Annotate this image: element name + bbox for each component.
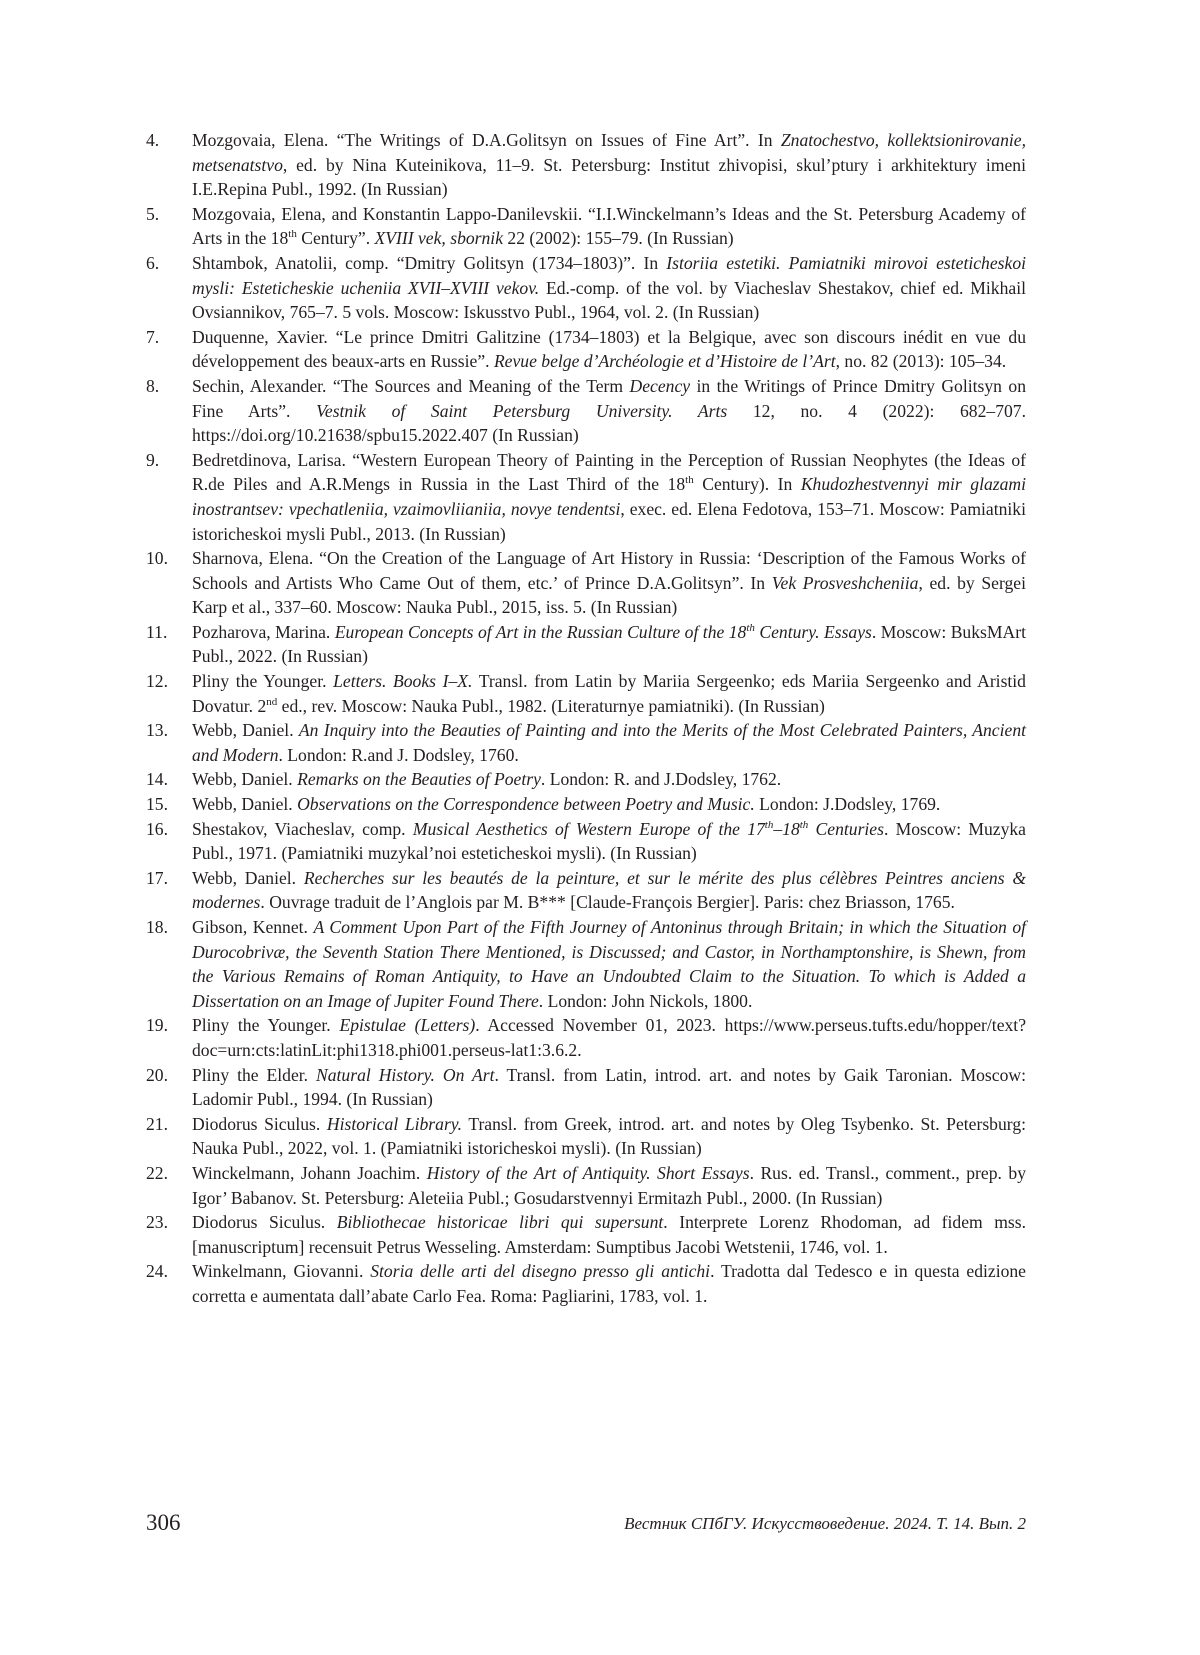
italic-title: Istoriia estetiki. Pamiatniki mirovoi esteticheskoi mysli: Esteticheskie ucheniia XVII–XVIII vekov. [192,252,1027,298]
reference-number: 7. [146,326,160,347]
reference-segment: , ed. by Nina Kuteinikova, 11–9. St. Petersburg: Institut zhivopisi, skul’ptury i arkhitektury imeni I.E.Repina Publ., 1992. (In Russian) [192,154,1026,200]
reference-number: 4. [146,130,160,150]
reference-segment: Bedretdinova, Larisa. “Western European Theory of Painting in the Perception of Russian Neophytes (the Ideas of R.de Piles and A.R.Mengs in Russia in the Last Third of the 18 [192,449,1026,495]
reference-segment: Mozgovaia, Elena, and Konstantin Lappo-Danilevskii. “I.I.Winckelmann’s Ideas and the St. Petersburg Academy of Arts in the 18 [192,203,1026,249]
italic-title: XVIII vek, sbornik [374,228,504,249]
reference-number: 20. [146,1064,168,1085]
reference-item [146,1161,1026,1210]
superscript: th [685,474,694,487]
reference-segment: . London: R.and J. Dodsley, 1760. [278,744,519,765]
reference-segment: Pliny the Elder. [192,1064,317,1085]
superscript: th [746,622,755,635]
reference-list [146,128,1026,1309]
reference-item [146,1063,1026,1112]
reference-number: 16. [146,818,168,839]
reference-segment: Century”. [296,228,375,249]
reference-text [192,546,1026,620]
italic-title: Historical Library. [326,1113,463,1134]
reference-segment: Gibson, Kennet. [192,917,314,937]
reference-item [146,792,1026,817]
reference-segment: Diodorus Siculus. [192,1113,327,1134]
italic-title: History of the Art of Antiquity. Short Essays [426,1162,750,1183]
italic-title: A Comment Upon Part of the Fifth Journey of Antoninus through Britain; in which the Situation of Durocobrivæ, the Seventh Station There Mentioned, is Discussed; and Castor, in Northamptonshire, is Shewn, from the Various Remains of Roman Antiquity, to Have an Undoubted Claim to the Situation. To which is Added a Dissertation on an Image of Jupiter Found There [192,917,1027,1011]
reference-segment: . Transl. from Latin, introd. art. and notes by Gaik Taronian. Moscow: Ladomir Publ., 1994. (In Russian) [192,1064,1026,1110]
reference-segment: Century). In [693,474,801,495]
reference-segment: Webb, Daniel. [192,794,298,815]
italic-title: Khudozhestvennyi mir glazami inostrantsev: vpechatleniia, vzaimovliianiia, novye tendentsi [192,474,1026,519]
superscript: th [764,818,774,831]
reference-text [192,767,1026,792]
italic-title: An Inquiry into the Beauties of Painting and into the Merits of the Most Celebrated Painters, Ancient and Modern [192,720,1026,765]
italic-title: Znatochestvo, kollektsionirovanie, metsenatstvo [192,130,1026,175]
reference-segment: , no. 82 (2013): 105–34. [835,351,1007,372]
reference-number: 12. [146,671,168,692]
reference-number: 9. [146,449,160,470]
reference-item [146,202,1026,251]
reference-number: 14. [146,769,168,790]
reference-segment: in the Writings of Prince Dmitry Golitsyn on Fine Arts”. [192,375,1027,421]
reference-text [192,374,1026,448]
reference-segment: Shestakov, Viacheslav, comp. [192,818,413,839]
reference-segment: Pliny the Younger. [192,1015,340,1036]
superscript: nd [266,695,278,708]
reference-number: 13. [146,720,168,741]
reference-number: 17. [146,867,168,888]
reference-number: 8. [146,375,160,396]
reference-number: 18. [146,917,168,937]
reference-segment: . London: John Nickols, 1800. [538,990,753,1011]
italic-title: Centuries [808,818,884,839]
reference-text [192,1259,1026,1308]
reference-segment: Transl. from Greek, introd. art. and notes by Oleg Tsybenko. St. Petersburg: Nauka Publ., 2022, vol. 1. (Pamiatniki istoricheskoi mysli). (In Russian) [192,1113,1027,1159]
superscript: th [288,228,297,241]
reference-segment: Ed.-comp. of the vol. by Viacheslav Shestakov, chief ed. Mikhail Ovsiannikov, 765–7. 5 vols. Moscow: Iskusstvo Publ., 1964, vol. 2. (In Russian) [192,277,1026,323]
reference-segment: Sechin, Alexander. “The Sources and Meaning of the Term [192,375,630,396]
reference-segment: , exec. ed. Elena Fedotova, 153–71. Moscow: Pamiatniki istoricheskoi mysli Publ., 2013. (In Russian) [192,498,1026,544]
reference-segment: . Tradotta dal Tedesco e in questa edizione corretta e aumentata dall’abate Carlo Fea. Roma: Pagliarini, 1783, vol. 1. [192,1261,1026,1306]
reference-segment: Webb, Daniel. [192,867,304,888]
reference-segment: . Rus. ed. Transl., comment., prep. by Igor’ Babanov. St. Petersburg: Aleteiia Publ.; Gosudarstvennyi Ermitazh Publ., 2000. (In Russian) [192,1162,1026,1208]
reference-segment: , ed. by Sergei Karp et al., 337–60. Moscow: Nauka Publ., 2015, iss. 5. (In Russian) [192,572,1026,618]
italic-title: Natural History. On Art [316,1064,495,1085]
reference-item [146,1112,1026,1161]
reference-item [146,718,1026,767]
reference-item [146,915,1026,1013]
reference-number: 6. [146,252,160,273]
italic-title: Musical Aesthetics of Western Europe of the 17 [412,818,765,839]
reference-number: 19. [146,1015,168,1036]
reference-text [192,1210,1026,1259]
reference-item [146,448,1026,546]
italic-title: Century. Essays [754,621,872,642]
reference-text [192,448,1026,546]
reference-number: 15. [146,794,168,815]
italic-title: Revue belge d’Archéologie et d’Histoire de l’Art [493,351,836,372]
reference-item [146,374,1026,448]
reference-segment: Diodorus Siculus. [192,1212,337,1233]
reference-text [192,1112,1026,1161]
reference-segment: Sharnova, Elena. “On the Creation of the Language of Art History in Russia: ‘Description of the Famous Works of Schools and Artists Who Came Out of them, etc.’ of Prince D.A.Golitsyn”. In [192,548,1026,593]
reference-item [146,1210,1026,1259]
italic-title: Vek Prosveshcheniia [771,572,919,593]
reference-item [146,251,1026,325]
reference-segment: 12, no. 4 (2022): 682–707. https://doi.org/10.21638/spbu15.2022.407 (In Russian) [192,400,1026,446]
reference-segment: Mozgovaia, Elena. “The Writings of D.A.Golitsyn on Issues of Fine Art”. In [192,130,781,150]
reference-segment: Duquenne, Xavier. “Le prince Dmitri Galitzine (1734–1803) et la Belgique, avec son discours inédit en vue du développement des beaux-arts en Russie”. [192,326,1026,372]
reference-item [146,128,1026,202]
reference-text [192,202,1026,251]
reference-text [192,1161,1026,1210]
italic-title: Vestnik of Saint Petersburg University. Arts [316,400,728,421]
reference-text [192,1013,1026,1062]
reference-text [192,128,1026,202]
reference-segment: . London: R. and J.Dodsley, 1762. [540,769,782,790]
reference-text [192,866,1026,915]
reference-item [146,669,1026,718]
reference-segment: ed., rev. Moscow: Nauka Publ., 1982. (Literaturnye pamiatniki). (In Russian) [277,695,825,716]
reference-segment: . Accessed November 01, 2023. https://www.perseus.tufts.edu/hopper/text?doc=urn:cts:latinLit:phi1318.phi001.perseus-lat1:3.6.2. [192,1015,1026,1060]
reference-number: 11. [146,621,168,642]
reference-text [192,325,1026,374]
reference-segment: Pliny the Younger. [192,671,334,692]
italic-title: Decency [629,375,691,396]
reference-segment: . Moscow: BuksMArt Publ., 2022. (In Russian) [192,621,1026,667]
reference-segment: . Moscow: Muzyka Publ., 1971. (Pamiatniki muzykal’noi esteticheskoi mysli). (In Russian) [192,818,1026,864]
reference-segment: Webb, Daniel. [192,769,298,790]
reference-item [146,620,1026,669]
italic-title: Remarks on the Beauties of Poetry [297,769,541,790]
italic-title: Recherches sur les beautés de la peinture, et sur le mérite des plus célèbres Peintres anciens & modernes [192,867,1027,913]
reference-segment: 22 (2002): 155–79. (In Russian) [503,228,734,249]
reference-segment: . Ouvrage traduit de l’Anglois par M. B*** [Claude-François Bergier]. Paris: chez Briasson, 1765. [260,892,955,913]
reference-text [192,669,1026,718]
italic-title: Observations on the Correspondence between Poetry and Music. [297,794,755,815]
reference-text [192,251,1026,325]
reference-item [146,546,1026,620]
reference-item [146,325,1026,374]
reference-item [146,866,1026,915]
italic-title: Epistulae (Letters) [339,1015,476,1036]
running-head: Вестник СПбГУ. Искусствоведение. 2024. Т. 14. Вып. 2 [624,1514,1026,1533]
reference-text [192,817,1026,866]
reference-item [146,1259,1026,1308]
page-number: 306 [146,1510,181,1535]
reference-item [146,817,1026,866]
reference-segment: Winkelmann, Giovanni. [192,1261,371,1282]
reference-segment: Winckelmann, Johann Joachim. [192,1162,427,1183]
italic-title: Letters. Books I–X. [333,671,473,692]
reference-text [192,718,1026,767]
reference-segment: Transl. from Latin by Mariia Sergeenko; eds Mariia Sergeenko and Aristid Dovatur. 2 [192,671,1026,716]
reference-text [192,1063,1026,1112]
reference-number: 10. [146,548,168,569]
reference-number: 24. [146,1261,168,1282]
italic-title: –18 [773,818,800,839]
reference-segment: Shtambok, Anatolii, comp. “Dmitry Golitsyn (1734–1803)”. In [192,252,667,273]
superscript: th [799,818,809,831]
reference-number: 22. [146,1162,168,1183]
italic-title: Storia delle arti del disegno presso gli antichi [370,1261,711,1282]
reference-number: 23. [146,1212,168,1233]
reference-segment: . Interprete Lorenz Rhodoman, ad fidem mss. [manuscriptum] recensuit Petrus Wesseling. Amsterdam: Sumptibus Jacobi Wetstenii, 1746, vol. 1. [192,1212,1027,1257]
reference-segment: Pozharova, Marina. [192,621,335,642]
reference-text [192,620,1026,669]
reference-segment: Webb, Daniel. [192,720,299,741]
reference-text [192,792,1026,817]
reference-text [192,915,1026,1013]
reference-item [146,1013,1026,1062]
italic-title: European Concepts of Art in the Russian Culture of the 18 [334,621,747,642]
reference-number: 21. [146,1113,168,1134]
italic-title: Bibliothecae historicae libri qui supersunt [336,1212,664,1233]
reference-item [146,767,1026,792]
reference-number: 5. [146,203,160,224]
reference-segment: London: J.Dodsley, 1769. [754,794,941,815]
